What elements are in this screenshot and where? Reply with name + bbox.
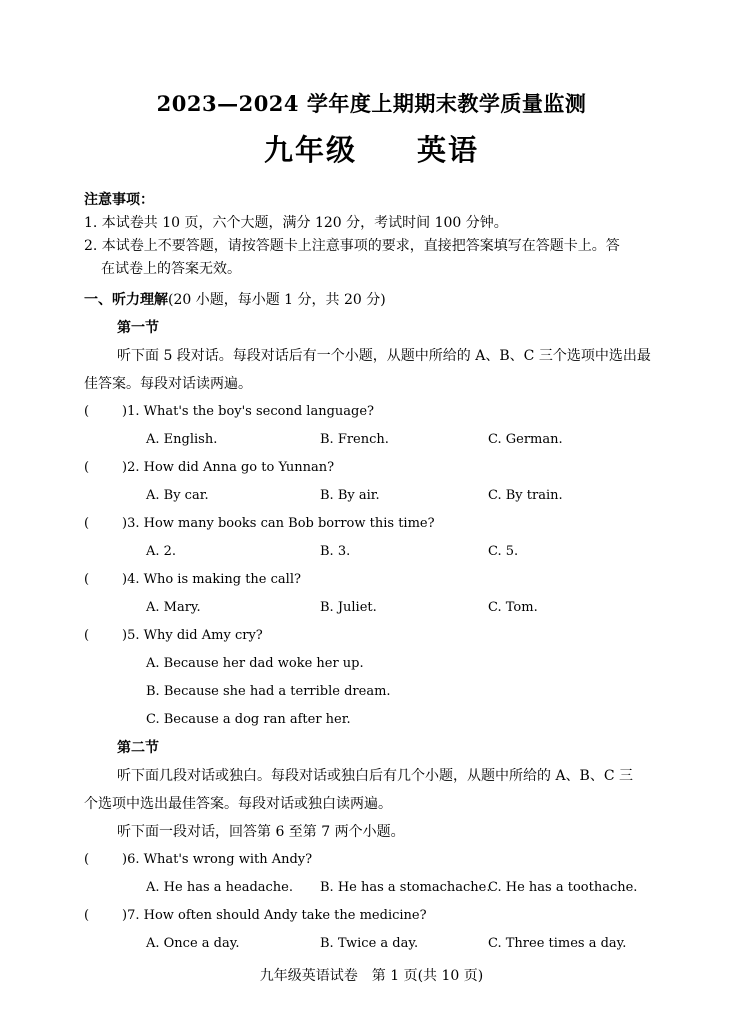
answer-blank: (	[84, 628, 90, 643]
part1-instructions: 听下面 5 段对话。每段对话后有一个小题，从题中所给的 A、B、C 三个选项中选出最	[117, 348, 651, 364]
notice-item-1: 1. 本试卷共 10 页，六个大题，满分 120 分，考试时间 100 分钟。	[84, 215, 508, 231]
question-stem: )6. What's wrong with Andy?	[122, 852, 313, 867]
q1-option-a: A. English.	[146, 432, 218, 447]
section1-heading	[84, 291, 386, 309]
question-3	[84, 515, 435, 533]
q3-option-b: B. 3.	[320, 544, 351, 559]
question-7	[84, 907, 427, 925]
q4-option-c: C. Tom.	[488, 600, 538, 615]
q1-option-c: C. German.	[488, 432, 563, 447]
question-stem: )2. How did Anna go to Yunnan?	[122, 460, 335, 475]
question-2	[84, 459, 334, 477]
q4-option-b: B. Juliet.	[320, 600, 377, 615]
notice-item-2-cont: 在试卷上的答案无效。	[101, 261, 241, 277]
part2-instructions: 听下面几段对话或独白。每段对话或独白后有几个小题，从题中所给的 A、B、C 三	[117, 768, 634, 784]
question-stem: )7. How often should Andy take the medicine?	[122, 908, 427, 923]
question-stem: )4. Who is making the call?	[122, 572, 301, 587]
grade-label: 九年级	[263, 133, 357, 167]
section1-note: (20 小题，每小题 1 分，共 20 分)	[168, 292, 386, 308]
q5-option-a: A. Because her dad woke her up.	[146, 656, 364, 671]
page-footer: 九年级英语试卷 第 1 页(共 10 页)	[259, 968, 484, 984]
exam-subtitle	[0, 128, 743, 169]
q2-option-a: A. By car.	[146, 488, 209, 503]
q2-option-b: B. By air.	[320, 488, 380, 503]
answer-blank: (	[84, 404, 90, 419]
part1-instructions-cont: 佳答案。每段对话读两遍。	[84, 376, 252, 392]
answer-blank: (	[84, 852, 90, 867]
q3-option-c: C. 5.	[488, 544, 519, 559]
subject-label: 英语	[417, 133, 480, 167]
answer-blank: (	[84, 516, 90, 531]
part1-label: 第一节	[117, 320, 159, 336]
question-6	[84, 851, 312, 869]
q1-option-b: B. French.	[320, 432, 389, 447]
question-stem: )5. Why did Amy cry?	[122, 628, 263, 643]
q7-option-b: B. Twice a day.	[320, 936, 419, 951]
q7-option-a: A. Once a day.	[146, 936, 240, 951]
q5-option-b: B. Because she had a terrible dream.	[146, 684, 391, 699]
question-1	[84, 403, 374, 421]
notice-heading: 注意事项：	[84, 192, 154, 208]
exam-title: 2023—2024 学年度上期期末教学质量监测	[156, 91, 587, 116]
part2-instructions-cont: 个选项中选出最佳答案。每段对话或独白读两遍。	[84, 796, 392, 812]
q5-option-c: C. Because a dog ran after her.	[146, 712, 351, 727]
part2-label: 第二节	[117, 740, 159, 756]
q6-option-a: A. He has a headache.	[146, 880, 293, 895]
q4-option-a: A. Mary.	[146, 600, 201, 615]
answer-blank: (	[84, 460, 90, 475]
answer-blank: (	[84, 572, 90, 587]
question-stem: )1. What's the boy's second language?	[122, 404, 374, 419]
q7-option-c: C. Three times a day.	[488, 936, 627, 951]
question-5	[84, 627, 263, 645]
q6-option-b: B. He has a stomachache.	[320, 880, 491, 895]
question-4	[84, 571, 301, 589]
answer-blank: (	[84, 908, 90, 923]
notice-item-2: 2. 本试卷上不要答题，请按答题卡上注意事项的要求，直接把答案填写在答题卡上。答	[84, 238, 620, 254]
q6-option-c: C. He has a toothache.	[488, 880, 638, 895]
section1-title: 一、听力理解	[84, 292, 168, 308]
question-stem: )3. How many books can Bob borrow this time?	[122, 516, 435, 531]
q2-option-c: C. By train.	[488, 488, 563, 503]
q3-option-a: A. 2.	[146, 544, 177, 559]
dialog-note: 听下面一段对话，回答第 6 至第 7 两个小题。	[117, 824, 405, 840]
